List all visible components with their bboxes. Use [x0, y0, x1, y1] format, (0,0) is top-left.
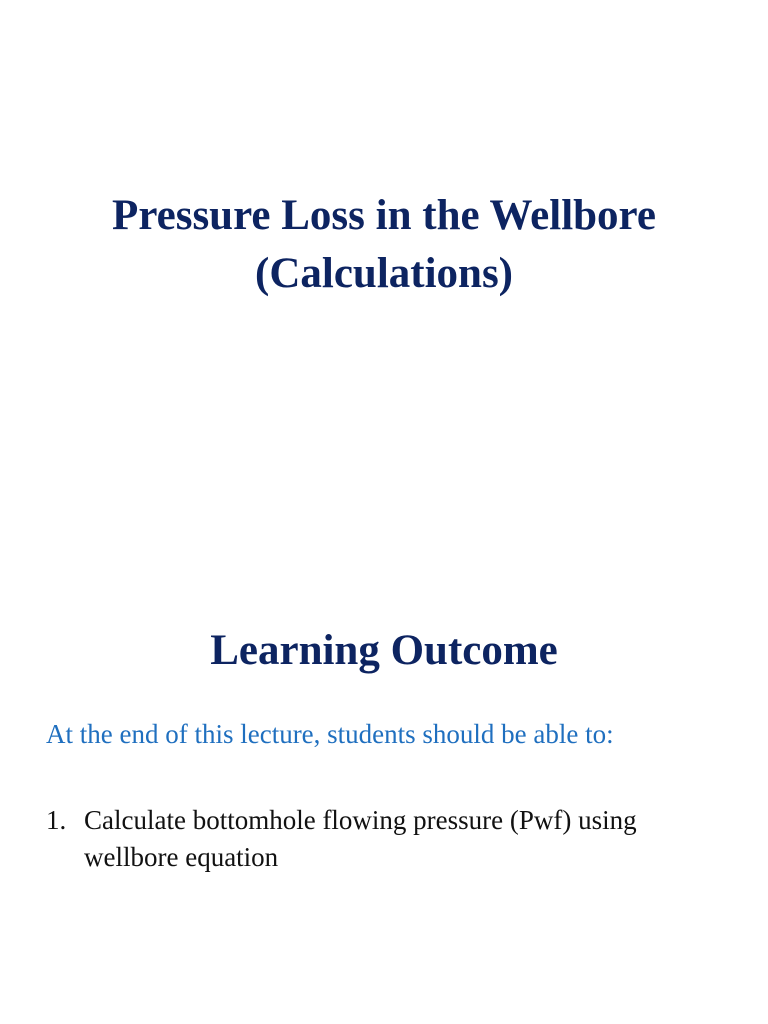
list-item-text: Calculate bottomhole flowing pressure (Pwf) using wellbore equation: [84, 805, 637, 872]
list-item: [46, 802, 726, 876]
title-line-2: (Calculations): [255, 250, 513, 297]
title-line-1: Pressure Loss in the Wellbore: [112, 192, 656, 239]
learning-outcome-intro: At the end of this lecture, students should be able to:: [46, 719, 614, 749]
page-title: [0, 187, 768, 303]
learning-outcome-heading: Learning Outcome: [210, 627, 558, 674]
list-item-number: 1.: [46, 805, 67, 835]
learning-outcome-list: [46, 802, 726, 876]
